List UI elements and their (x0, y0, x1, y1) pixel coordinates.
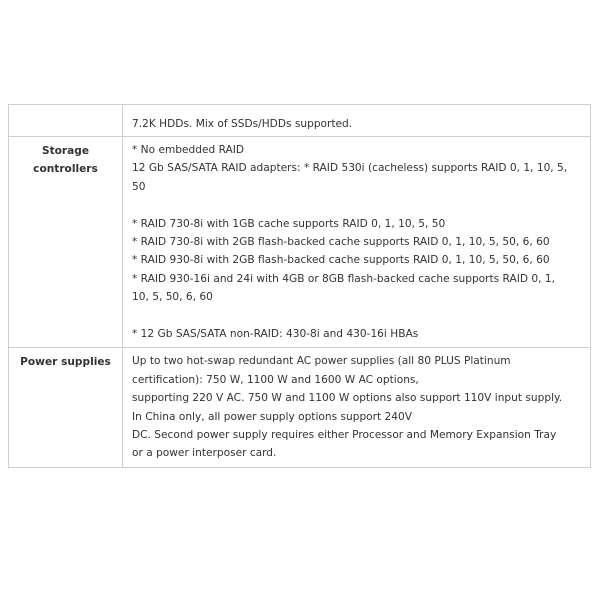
table-row-drive-bays-partial (9, 105, 591, 137)
table-row-power-supplies (9, 348, 591, 467)
specifications-table (8, 104, 591, 468)
value-line: certification): 750 W, 1100 W and 1600 W AC options, (132, 373, 419, 386)
value-line: * No embedded RAID (132, 144, 245, 156)
row-label-power-supplies (9, 348, 123, 467)
blank-line (132, 307, 582, 325)
value-line: DC. Second power supply requires either Processor and Memory Expansion Tray (132, 429, 557, 442)
value-line: supporting 220 V AC. 750 W and 1100 W options also support 110V input supply. (132, 392, 563, 405)
value-line: Up to two hot-swap redundant AC power supplies (all 80 PLUS Platinum (132, 355, 511, 368)
value-line: * RAID 730-8i with 1GB cache supports RAID 0, 1, 10, 5, 50 (132, 217, 446, 230)
row-label-storage-controllers (9, 137, 123, 348)
row-label-cell (9, 105, 123, 137)
value-line: 12 Gb SAS/SATA RAID adapters: * RAID 530i (cacheless) supports RAID 0, 1, 10, 5, (132, 162, 568, 175)
value-line: * RAID 930-8i with 2GB flash-backed cache supports RAID 0, 1, 10, 5, 50, 6, 60 (132, 254, 550, 267)
value-line: * RAID 930-16i and 24i with 4GB or 8GB flash-backed cache supports RAID 0, 1, (132, 272, 555, 285)
value-line: In China only, all power supply options support 240V (132, 410, 412, 423)
value-line: 10, 5, 50, 6, 60 (132, 291, 213, 304)
row-value-cell (123, 105, 591, 137)
table-row-storage-controllers (9, 137, 591, 348)
label-line: Power supplies (20, 356, 111, 369)
label-line: controllers (33, 163, 98, 176)
value-line: * RAID 730-8i with 2GB flash-backed cache supports RAID 0, 1, 10, 5, 50, 6, 60 (132, 236, 550, 249)
row-value-storage-controllers (123, 137, 591, 348)
blank-line (132, 196, 582, 214)
label-line: Storage (41, 145, 90, 157)
value-line: or a power interposer card. (132, 447, 277, 460)
value-line: 50 (132, 180, 146, 193)
value-line: * 12 Gb SAS/SATA non-RAID: 430-8i and 430-16i HBAs (132, 328, 419, 341)
partial-drive-text: 7.2K HDDs. Mix of SSDs/HDDs supported. (132, 118, 353, 130)
row-value-power-supplies (123, 348, 591, 467)
